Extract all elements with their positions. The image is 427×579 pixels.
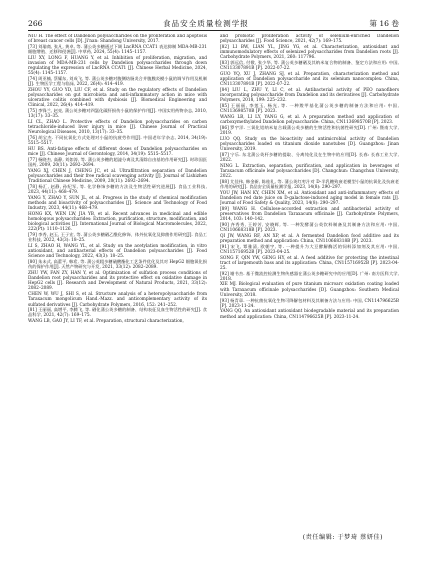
reference-entry: [74] 周亚楠, 蔡耀东, 刘成飞, 等. 蒲公英多糖对腹侧结肠炎合并腹膜炎模小鼠的调节作用及机制[J]. 生物医学工程与临床, 2022, 26(4): 414–419.: [28, 77, 207, 88]
reference-entry: and probiotic proliferation activity of selenium-enriched Dandelion polysaccharides [J]. Food Science, 2021, 42(7): 169–175.: [220, 34, 399, 45]
reference-entry: XIE MJ. Biological evaluation of pure titanium microarc oxidation coating loaded with Taraxacum officinale polysaccharides [D]. Guangzhou: Southern Medical University, 2018.: [220, 282, 399, 298]
reference-entry: [75] 李锋兰, 赵亮, 蒲公英多糖对四氯化碳肝损伤小鼠的保护作用[J]. 中国实用药物杂志, 2010, 13(17): 33–35.: [28, 109, 207, 120]
reference-entry: [81] 王丽丽, 高增平, 李腾飞, 等. 硒化蒲公英多糖的制备、结构表征及血生物活性的研究[J]. 食品科学, 2021, 42(7): 169–175.: [28, 308, 207, 319]
reference-entry: LUO QQ. Study on the bioactivity and antimicrobial activity of Dandelion polysaccharides loaded on titanium dioxide nanotubes [D]. Guangzhou: Jinan University, 2019.: [220, 136, 399, 153]
reference-entry: YANG XJ, CHEN J, CHENG JC, et al. Ultrafiltration separation of Dandelion polysaccharides and their free radical scavenging activity [J]. Journal of Lishizhen Traditional Chinese Medicine, 2009, 20(11): 2692–2694.: [28, 168, 207, 185]
references-right-column: [220, 34, 399, 553]
reference-entry: [91] 宋飞, 覃雅清, 欧朝宇, 等. 一种提升为大豆酵解酶活的饲料添加剂及其应用: 中国, CN115716952B [P]. 2023-04-25.: [220, 244, 399, 255]
reference-entry: [87] 宁乐. 东北蒲公英杆多糖的提取、分离纯化及在生物中的应用[D]. 长春: 长春工业大学, 2022.: [220, 152, 399, 163]
reference-columns: [28, 34, 399, 553]
reference-entry: HONG KX, WEN LW, JIA YB, et al. Recent advances in medicinal and edible homologous polysaccharides: Extraction, purification, structure, modification, and biological activities [J]. International Journal of Biological Macromolecules, 2022, 222(Pt): 1110–1126.: [28, 211, 207, 233]
reference-entry: SONG F, QIN YW, GENG HY, et al. A feed additive for protecting the intestinal tract of largemouth bass and its application: China, CN115716952B [P]. 2023-04-25.: [220, 255, 399, 271]
reference-entry: [76] 胡宝杰. 不同抗氧化方式处理对小鼠的抗疲劳作用[J]. 中国老年学杂志, 2014, 34(19): 5515–5517.: [28, 136, 207, 147]
journal-title: 食品安全质量检测学报: [162, 19, 249, 29]
reference-entry: [92] 谢书杰. 基于微流控检测生物传感器在蒲公英多糖研究中的应用[D]. 广州: 南方医科大学, 2018.: [220, 271, 399, 282]
reference-entry: NING L. Extraction, separation, purification, and application in beverages of Taraxacum officinale leaf polysaccharides [D]. Changchun: Changchun University, 2022.: [220, 163, 399, 179]
editor-note: (责任编辑: 于梦琦 蔡妍佳): [302, 534, 383, 541]
reference-entry: WANG LB, GAO JY, LI TF, et al. Preparation, structural characterization,: [28, 319, 184, 325]
reference-entry: [85] 王丽丽, 李莲玉, 杨光, 等. 一种羧甲基化蒲公英多糖的制备方法和应用: 中国, CN113698570B [P]. 2023.: [220, 104, 399, 115]
reference-entry: HU BS. Anti-fatigue effects of different doses of Dandelion polysaccharides on mice [J]. Chinese Journal of Gerontology, 2014, 34(19): 5515–5517.: [28, 147, 207, 158]
volume-label: 第 16 卷: [369, 19, 399, 29]
reference-entry: YANG Y, ZHAO Y, SUN JL, et al. Progress in the study of chemical modification methods and bioactivity of polysaccharides [J]. Science and Technology of Food Industry, 2023, 44(11): 468–479.: [28, 195, 207, 212]
reference-entry: ZHU YW, FAN ZY, HAN Y, et al. Optimization of sulfation process conditions of Dandelion root polysaccharides and its protective effect on oxidative damage in HepG2 cells [J]. Research and Development of Natural Products, 2021, 33(12): 2082–2089.: [28, 270, 207, 292]
reference-entry: QI JW, WANG RF, AN XP, et al. A fermented Dandelion food additive and its preparation method and application: China, CN110668318B [P]. 2023.: [220, 233, 399, 244]
reference-entry: [78] 杨汇, 赵静, 孙纪军, 等. 化学修饰多糖的方法及生物活性研究进展[J]. 食品工业科技, 2023, 44(11): 468–479.: [28, 184, 207, 196]
reference-entry: [79] 李秀, 赵玉, 王子宏, 等. 蒲公英多糖硒乙酰化修饰、体外抗氧化及抑菌作用研究[J]. 食品工业科技, 2022, 43(3): 18–25.: [28, 233, 207, 244]
reference-entry: [80] 朱未式, 高蕾平, 韩希, 等. 蒲公英粗多糖硫酸酯化工艺条件优化及其对 HepG2 细胞氧化损伤的保护作用[J]. 天然产物研究与开发, 2021, 33(12): 2082–2089.: [28, 260, 207, 271]
reference-entry: LI CL, ZHAO L. Protective effects of Dandelion polysaccharides on carbon tetrachloride-induced liver injury in mice [J]. Chinese Journal of Practical Neurological Diseases, 2010, 13(17): 33–35.: [28, 120, 207, 136]
page-number: 266: [28, 19, 43, 29]
reference-entry: [84] LIU L, ZHU Y, LI C, et al. Antibacterial activity of PEO nanofibers incorporating polysaccharide from Dandelion and its derivatives [J]. Carbohydrate Polymers, 2018, 199: 225–232.: [220, 87, 399, 104]
reference-entry: NIU H. The effect of Dandelion polysaccharides on the proliferation and apoptosis of breast cancer cells [D]. Ji'nan: Shandong University, 2017.: [28, 34, 207, 45]
reference-entry: YOU JW, HAN KY, CHEN XM, et al. Antioxidant and anti-inflammatory effects of Dandelion red date juice on D-galactose-induced aging model in female rats [J]. Journal of Food Safety & Quality, 2023, 14(8): 290–297.: [220, 190, 399, 206]
page-header: [28, 14, 399, 31]
reference-entry: YANG QQ. An antioxidant antioxidant biodegradable material and its preparation method and application: China, CN114796625B [P]. 2023-11-24.: [220, 309, 399, 320]
reference-entry: [89] WANG H. Cellulose-accorded extraction and antibacterial activity of preservatives from Dandelion Taraxacum officinale [J]. Carbohydrate Polymers, 2014, 103: 140–142.: [220, 206, 399, 223]
reference-entry: GUO YQ, XU J, ZHANG SJ, et al. Preparation, characterization method and application of Dandelion polysaccharide and its selenium nanocomplex: China, CN113307891B [P]. 2022-07-22.: [220, 71, 399, 88]
reference-entry: WANG LB, LI LY, YANG G, et al. A preparation method and application of carboxymethylated Dandelion polysaccharide: China, CN113698570B [P]. 2023.: [220, 114, 399, 126]
reference-entry: [83] 郭远信, 付敬, 张少华, 等. 蒲公英多糖硒及其纳米复合物的制备、鉴定方法和应用: 中国, CN113307891B [P]. 2022-07-22.: [220, 60, 399, 72]
reference-entry: [77] 杨晓杰, 高静, 刘如涛, 等. 蒲公英多糖的超滤分离及其清除自由基的作用研究[J]. 时珍国医国药, 2009, 20(11): 2692–2694.: [28, 157, 207, 169]
reference-entry: [73] 刘瑜商, 张凡, 黄卓, 等. 蒲公英多糖通过下调 LncRNA CCAT1 表达抑制 MDA-MB-231 细胞增殖、迁移和侵袭[J]. 中草药, 2024, 55(4): 1145–1157.: [28, 44, 207, 56]
reference-entry: [93] 杨青章. 一种抗菌抗氧化生物可降解包材料及其制备方法与应用: 中国, CN114796625B [P]. 2023-11-24.: [220, 298, 399, 309]
reference-entry: [86] 罗宇洋. 三氧化铝纳米复合载蒲公英多糖的生物活性和抗菌性研究[D]. 广州: 暨南大学, 2019.: [220, 125, 399, 136]
reference-entry: LI S, ZHAO H, WANG YL, et al. Study on the acetylation modification, in vitro antioxidant, and antibacterial effects of Dandelion polysaccharides [J]. Food Science and Technology, 2022, 43(3): 18–25.: [28, 244, 207, 260]
reference-entry: LIU XY, LONG F, HUANG Y, et al. Inhibition of proliferation, migration, and invasion of MDA-MB-231 cells by Dandelion polysaccharides through down regulating the expression of LncRNA CCAT1 [J]. Chinese Herbal Medicine, 2024, 55(4): 1145–1157.: [28, 55, 207, 77]
references-left-column: [28, 34, 207, 553]
reference-entry: [82] LI BW, LIAN YL, JING YG, et al. Characterization, antioxidant and immunomodulatory effects of selenized polysaccharides from Dandelion roots [J]. Carbohydrate Polymers, 2021, 260: 117796.: [220, 44, 399, 61]
reference-entry: CHEN W, WU J, SHI S, et al. Structure analysis of a heteropolysaccharide from Taraxacum mongolicum Hand.-Mazz. and anticomplementary activity of its sulfated derivatives [J]. Carbohydrate Polymers, 2016, 152: 241–252.: [28, 292, 207, 308]
reference-entry: [88] 尤佳伟, 韩金新, 陈桂礼, 等. 蒲公英红枣汁对 D-半乳糖致衰老模型小鼠的抗氧化及抗衰老作用的研究[J]. 食品安全质量检测学报, 2023, 14(8): 290–297.: [220, 179, 399, 190]
reference-entry: ZHOU YY, GUO YD, LIU CF, et al. Study on the regulatory effects of Dandelion polysaccharides on gut microbiota and anti-inflammatory action in mice with ulcerative colitis combined with dysbiosis [J]. Biomedical Engineering and Clinical, 2022, 26(4): 414–419.: [28, 87, 207, 109]
reference-entry: [90] 齐秀秀, 王婷芳, 安晓辉, 等. 一种发酵蒲公英饮料制备及其制备方法和应用: 中国, CN110668318B [P]. 2023.: [220, 222, 399, 233]
